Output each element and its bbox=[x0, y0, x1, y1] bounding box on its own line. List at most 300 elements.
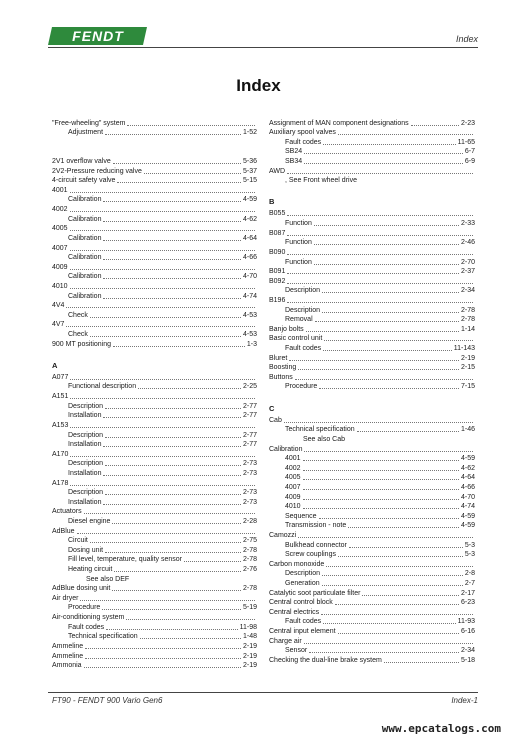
entry-label: Bulkhead connector bbox=[285, 541, 347, 549]
dot-leader bbox=[304, 153, 463, 154]
entry-page-number: 2-73 bbox=[242, 469, 257, 477]
index-subentry bbox=[52, 195, 257, 205]
entry-label: Calibration bbox=[68, 254, 102, 262]
entry-page-number: 4-70 bbox=[242, 273, 257, 281]
index-entry bbox=[52, 526, 257, 536]
index-subentry bbox=[52, 214, 257, 224]
header-section-label: Index bbox=[455, 34, 478, 44]
dot-leader bbox=[314, 244, 459, 245]
dot-leader bbox=[103, 298, 241, 299]
index-entry bbox=[52, 185, 257, 195]
index-subentry bbox=[52, 310, 257, 320]
dot-leader bbox=[319, 388, 459, 389]
entry-label: Auxiliary spool valves bbox=[269, 129, 336, 137]
entry-page-number: 11-93 bbox=[457, 618, 475, 626]
entry-page-number: 2-78 bbox=[460, 306, 475, 314]
dot-leader bbox=[77, 533, 255, 534]
dot-leader bbox=[103, 475, 241, 476]
entry-label: 4005 bbox=[52, 225, 68, 233]
entry-label: Carbon monoxide bbox=[269, 560, 325, 568]
entry-label: Central control block bbox=[269, 599, 333, 607]
index-entry bbox=[269, 324, 475, 334]
index-entry bbox=[52, 176, 257, 186]
index-subentry bbox=[269, 492, 475, 502]
dot-leader bbox=[103, 221, 241, 222]
entry-label: 4-circuit safety valve bbox=[52, 177, 116, 185]
dot-leader bbox=[85, 648, 241, 649]
entry-label: Heating circuit bbox=[68, 566, 113, 574]
dot-leader bbox=[323, 623, 455, 624]
entry-label: Fault codes bbox=[285, 138, 322, 146]
index-subentry bbox=[269, 617, 475, 627]
entry-label: Charge air bbox=[269, 637, 302, 645]
dot-leader bbox=[338, 556, 463, 557]
entry-label: Fault codes bbox=[285, 618, 322, 626]
entry-page-number: 2-34 bbox=[460, 287, 475, 295]
index-subentry bbox=[269, 463, 475, 473]
entry-label: Central input element bbox=[269, 628, 336, 636]
index-entry bbox=[269, 128, 475, 138]
entry-label: B196 bbox=[269, 296, 286, 304]
entry-label: Fill level, temperature, quality sensor bbox=[68, 556, 182, 564]
index-subentry bbox=[269, 218, 475, 228]
index-entry bbox=[52, 391, 257, 401]
entry-page-number: 4-59 bbox=[460, 522, 475, 530]
footer-page-number: Index-1 bbox=[451, 696, 478, 705]
entry-page-number: 5-37 bbox=[242, 167, 257, 175]
entry-label: Function bbox=[285, 220, 312, 228]
dot-leader bbox=[138, 388, 241, 389]
entry-label: A151 bbox=[52, 393, 69, 401]
entry-page-number: 2-25 bbox=[242, 383, 257, 391]
footer-rule bbox=[48, 692, 478, 693]
index-subentry bbox=[269, 343, 475, 353]
index-entry bbox=[52, 243, 257, 253]
entry-page-number: 2-73 bbox=[242, 489, 257, 497]
entry-page-number: 1-3 bbox=[246, 340, 257, 348]
entry-page-number: 2-19 bbox=[242, 652, 257, 660]
dot-leader bbox=[66, 326, 255, 327]
dot-leader bbox=[304, 163, 463, 164]
dot-leader bbox=[90, 317, 241, 318]
dot-leader bbox=[103, 446, 241, 447]
dot-leader bbox=[105, 437, 241, 438]
entry-label: 2V2-Pressure reducing valve bbox=[52, 167, 142, 175]
index-entry bbox=[269, 267, 475, 277]
entry-page-number: 2-19 bbox=[242, 662, 257, 670]
dot-leader bbox=[112, 523, 241, 524]
entry-page-number: 2-37 bbox=[460, 268, 475, 276]
dot-leader bbox=[338, 134, 473, 135]
index-entry bbox=[269, 588, 475, 598]
entry-label: Camozzi bbox=[269, 531, 297, 539]
spacer bbox=[52, 137, 257, 147]
index-subentry bbox=[52, 574, 257, 584]
dot-leader bbox=[326, 566, 473, 567]
dot-leader bbox=[103, 201, 241, 202]
index-subentry bbox=[52, 516, 257, 526]
dot-leader bbox=[321, 614, 473, 615]
index-entry bbox=[269, 415, 475, 425]
dot-leader bbox=[114, 571, 241, 572]
entry-label: Assignment of MAN component designations bbox=[269, 119, 409, 127]
entry-label: Ammeline bbox=[52, 642, 84, 650]
entry-label: Ammonia bbox=[52, 662, 82, 670]
entry-label: Adjustment bbox=[68, 129, 104, 137]
dot-leader bbox=[287, 273, 459, 274]
entry-page-number: 7-15 bbox=[460, 383, 475, 391]
entry-label: Checking the dual-line brake system bbox=[269, 656, 382, 664]
dot-leader bbox=[113, 346, 245, 347]
entry-label: Functional description bbox=[68, 383, 137, 391]
entry-label: A153 bbox=[52, 421, 69, 429]
index-entry bbox=[269, 444, 475, 454]
entry-label: , See Front wheel drive bbox=[285, 177, 357, 185]
index-entry bbox=[52, 339, 257, 349]
index-entry bbox=[52, 584, 257, 594]
entry-label: Transmission - note bbox=[285, 522, 347, 530]
entry-label: 4005 bbox=[285, 474, 301, 482]
entry-label: "Free-wheeling" system bbox=[52, 119, 126, 127]
letter-text: B bbox=[269, 197, 275, 207]
index-entry bbox=[52, 478, 257, 488]
dot-leader bbox=[105, 494, 241, 495]
entry-label: 4001 bbox=[52, 186, 68, 194]
dot-leader bbox=[303, 460, 459, 461]
index-entry bbox=[52, 651, 257, 661]
dot-leader bbox=[103, 259, 241, 260]
entry-page-number: 4-64 bbox=[242, 234, 257, 242]
entry-page-number: 2-78 bbox=[460, 316, 475, 324]
entry-page-number: 2-76 bbox=[242, 566, 257, 574]
dot-leader bbox=[90, 336, 241, 337]
dot-leader bbox=[102, 609, 241, 610]
entry-page-number: 4-59 bbox=[460, 455, 475, 463]
index-subentry bbox=[52, 632, 257, 642]
index-subentry bbox=[52, 401, 257, 411]
entry-page-number: 5-3 bbox=[464, 541, 475, 549]
dot-leader bbox=[323, 350, 452, 351]
index-entry bbox=[269, 559, 475, 569]
index-entry bbox=[52, 320, 257, 330]
index-subentry bbox=[52, 291, 257, 301]
entry-page-number: 2-77 bbox=[242, 402, 257, 410]
entry-label: SB34 bbox=[285, 158, 303, 166]
index-entry bbox=[269, 334, 475, 344]
entry-label: Technical specification bbox=[285, 426, 355, 434]
entry-label: Sequence bbox=[285, 512, 317, 520]
dot-leader bbox=[70, 398, 255, 399]
entry-page-number: 2-15 bbox=[460, 364, 475, 372]
entry-label: See also DEF bbox=[86, 575, 130, 583]
dot-leader bbox=[103, 240, 241, 241]
entry-label: See also Cab bbox=[303, 435, 346, 443]
entry-label: Calibration bbox=[68, 273, 102, 281]
index-entry bbox=[52, 507, 257, 517]
watermark-url: www.epcatalogs.com bbox=[381, 722, 501, 735]
dot-leader bbox=[106, 629, 237, 630]
entry-label: Removal bbox=[285, 316, 313, 324]
entry-page-number: 2-46 bbox=[460, 239, 475, 247]
entry-page-number: 1-14 bbox=[460, 325, 475, 333]
index-subentry bbox=[269, 382, 475, 392]
dot-leader bbox=[70, 379, 255, 380]
entry-label: Technical specification bbox=[68, 633, 138, 641]
dot-leader bbox=[117, 182, 241, 183]
entry-page-number: 2-78 bbox=[242, 556, 257, 564]
index-entry bbox=[269, 276, 475, 286]
entry-page-number: 5-36 bbox=[242, 158, 257, 166]
entry-label: Description bbox=[68, 402, 104, 410]
dot-leader bbox=[362, 595, 459, 596]
dot-leader bbox=[287, 283, 473, 284]
entry-page-number: 4-74 bbox=[460, 503, 475, 511]
entry-page-number: 11-65 bbox=[457, 138, 475, 146]
index-subentry bbox=[52, 488, 257, 498]
entry-page-number: 4-53 bbox=[242, 311, 257, 319]
dot-leader bbox=[338, 633, 459, 634]
footer-document-title: FT90 - FENDT 900 Vario Gen6 bbox=[52, 696, 163, 705]
entry-page-number: 2-19 bbox=[460, 354, 475, 362]
dot-leader bbox=[306, 331, 459, 332]
entry-label: Check bbox=[68, 331, 88, 339]
dot-leader bbox=[357, 431, 459, 432]
dot-leader bbox=[70, 427, 255, 428]
entry-label: Buttons bbox=[269, 373, 293, 381]
entry-label: Check bbox=[68, 311, 88, 319]
dot-leader bbox=[70, 230, 255, 231]
entry-page-number: 4-66 bbox=[242, 254, 257, 262]
entry-page-number: 4-62 bbox=[242, 215, 257, 223]
entry-label: Description bbox=[68, 431, 104, 439]
entry-page-number: 2-78 bbox=[242, 546, 257, 554]
entry-label: AWD bbox=[269, 167, 286, 175]
dot-leader bbox=[126, 619, 255, 620]
dot-leader bbox=[335, 604, 459, 605]
entry-page-number: 4-66 bbox=[460, 483, 475, 491]
index-entry bbox=[52, 593, 257, 603]
entry-page-number: 11-143 bbox=[453, 345, 475, 353]
entry-label: Procedure bbox=[285, 383, 318, 391]
dot-leader bbox=[298, 369, 459, 370]
dot-leader bbox=[90, 542, 241, 543]
entry-label: 4009 bbox=[52, 263, 68, 271]
entry-label: A178 bbox=[52, 479, 69, 487]
index-subentry bbox=[269, 137, 475, 147]
entry-page-number: 1-52 bbox=[242, 129, 257, 137]
entry-label: B091 bbox=[269, 268, 286, 276]
index-subentry bbox=[269, 502, 475, 512]
index-subentry bbox=[269, 454, 475, 464]
index-entry bbox=[52, 641, 257, 651]
index-entry bbox=[52, 156, 257, 166]
entry-page-number: 2-77 bbox=[242, 412, 257, 420]
entry-label: 4002 bbox=[285, 464, 301, 472]
entry-page-number: 4-53 bbox=[242, 331, 257, 339]
dot-leader bbox=[85, 658, 241, 659]
dot-leader bbox=[184, 561, 241, 562]
entry-label: SB24 bbox=[285, 148, 303, 156]
dot-leader bbox=[66, 307, 255, 308]
dot-leader bbox=[298, 537, 473, 538]
dot-leader bbox=[144, 173, 241, 174]
index-entry bbox=[269, 228, 475, 238]
entry-label: Air-conditioning system bbox=[52, 614, 125, 622]
index-column-right bbox=[269, 118, 475, 665]
entry-label: Cab bbox=[269, 416, 282, 424]
index-entry bbox=[52, 661, 257, 671]
index-entry bbox=[269, 209, 475, 219]
entry-label: 4009 bbox=[285, 493, 301, 501]
dot-leader bbox=[322, 575, 463, 576]
index-subentry bbox=[269, 147, 475, 157]
index-subentry bbox=[52, 622, 257, 632]
entry-page-number: 2-7 bbox=[464, 580, 475, 588]
index-entry bbox=[269, 530, 475, 540]
index-entry bbox=[52, 166, 257, 176]
entry-page-number: 2-77 bbox=[242, 431, 257, 439]
index-entry bbox=[52, 204, 257, 214]
entry-label: 4010 bbox=[285, 503, 301, 511]
dot-leader bbox=[287, 254, 473, 255]
dot-leader bbox=[322, 292, 459, 293]
index-entry bbox=[269, 353, 475, 363]
entry-page-number: 2-75 bbox=[242, 537, 257, 545]
entry-label: Central electrics bbox=[269, 608, 320, 616]
entry-label: Fault codes bbox=[68, 623, 105, 631]
entry-label: 4007 bbox=[52, 244, 68, 252]
index-entry bbox=[269, 295, 475, 305]
dot-leader bbox=[287, 173, 473, 174]
entry-label: B092 bbox=[269, 277, 286, 285]
entry-page-number: 4-64 bbox=[460, 474, 475, 482]
index-entry bbox=[269, 655, 475, 665]
index-subentry bbox=[52, 411, 257, 421]
index-entry bbox=[269, 598, 475, 608]
dot-leader bbox=[70, 269, 255, 270]
dot-leader bbox=[314, 225, 459, 226]
index-entry bbox=[269, 166, 475, 176]
entry-label: Circuit bbox=[68, 537, 88, 545]
entry-page-number: 1-46 bbox=[460, 426, 475, 434]
entry-label: Basic control unit bbox=[269, 335, 323, 343]
dot-leader bbox=[70, 288, 255, 289]
dot-leader bbox=[105, 134, 241, 135]
entry-label: A077 bbox=[52, 373, 69, 381]
dot-leader bbox=[322, 585, 463, 586]
entry-label: Description bbox=[68, 489, 104, 497]
index-subentry bbox=[52, 555, 257, 565]
entry-label: Installation bbox=[68, 469, 102, 477]
entry-page-number: 5-19 bbox=[242, 604, 257, 612]
index-entry bbox=[52, 262, 257, 272]
dot-leader bbox=[348, 527, 459, 528]
entry-page-number: 2-8 bbox=[464, 570, 475, 578]
index-column-left bbox=[52, 118, 257, 670]
index-subentry bbox=[52, 536, 257, 546]
index-subentry bbox=[52, 459, 257, 469]
index-subentry bbox=[269, 482, 475, 492]
dot-leader bbox=[319, 518, 459, 519]
index-subentry bbox=[52, 545, 257, 555]
dot-leader bbox=[70, 192, 255, 193]
entry-page-number: 4-59 bbox=[460, 512, 475, 520]
entry-label: B087 bbox=[269, 229, 286, 237]
entry-label: Sensor bbox=[285, 647, 308, 655]
entry-label: Installation bbox=[68, 412, 102, 420]
entry-label: 4001 bbox=[285, 455, 301, 463]
entry-page-number: 4-59 bbox=[242, 196, 257, 204]
index-subentry bbox=[269, 305, 475, 315]
dot-leader bbox=[112, 590, 241, 591]
entry-label: Air dryer bbox=[52, 594, 79, 602]
entry-label: AdBlue bbox=[52, 527, 75, 535]
index-entry bbox=[52, 420, 257, 430]
index-subentry bbox=[52, 272, 257, 282]
entry-page-number: 6-23 bbox=[460, 599, 475, 607]
entry-label: 4002 bbox=[52, 206, 68, 214]
entry-label: Procedure bbox=[68, 604, 101, 612]
dot-leader bbox=[84, 513, 255, 514]
dot-leader bbox=[303, 508, 459, 509]
dot-leader bbox=[105, 408, 241, 409]
index-subentry bbox=[52, 564, 257, 574]
entry-label: 4007 bbox=[285, 483, 301, 491]
entry-label: Diesel engine bbox=[68, 517, 111, 525]
entry-label: Description bbox=[285, 570, 321, 578]
index-entry bbox=[52, 449, 257, 459]
index-subentry bbox=[269, 511, 475, 521]
dot-leader bbox=[303, 489, 459, 490]
dot-leader bbox=[304, 451, 473, 452]
entry-label: 4V7 bbox=[52, 321, 65, 329]
dot-leader bbox=[70, 250, 255, 251]
dot-leader bbox=[303, 479, 459, 480]
entry-label: Screw couplings bbox=[285, 551, 336, 559]
dot-leader bbox=[70, 485, 255, 486]
entry-page-number: 4-70 bbox=[460, 493, 475, 501]
entry-label: Calibration bbox=[68, 215, 102, 223]
spacer bbox=[269, 391, 475, 401]
dot-leader bbox=[105, 552, 241, 553]
entry-page-number: 5-18 bbox=[460, 656, 475, 664]
entry-label: Boosting bbox=[269, 364, 297, 372]
entry-label: Calibration bbox=[68, 196, 102, 204]
index-subentry bbox=[52, 233, 257, 243]
dot-leader bbox=[284, 422, 473, 423]
entry-page-number: 2-73 bbox=[242, 460, 257, 468]
entry-page-number: 4-62 bbox=[460, 464, 475, 472]
dot-leader bbox=[105, 465, 241, 466]
dot-leader bbox=[323, 144, 455, 145]
index-subentry bbox=[52, 329, 257, 339]
letter-text: C bbox=[269, 403, 275, 413]
entry-label: Calibration bbox=[68, 234, 102, 242]
entry-page-number: 5-3 bbox=[464, 551, 475, 559]
dot-leader bbox=[103, 417, 241, 418]
index-letter-heading bbox=[269, 401, 475, 415]
entry-page-number: 2-28 bbox=[242, 517, 257, 525]
entry-label: Description bbox=[68, 460, 104, 468]
entry-label: Fault codes bbox=[285, 345, 322, 353]
index-subentry bbox=[269, 540, 475, 550]
index-subentry bbox=[269, 646, 475, 656]
index-entry bbox=[52, 301, 257, 311]
index-subentry bbox=[269, 176, 475, 186]
dot-leader bbox=[84, 667, 241, 668]
index-subentry bbox=[52, 440, 257, 450]
dot-leader bbox=[287, 235, 473, 236]
